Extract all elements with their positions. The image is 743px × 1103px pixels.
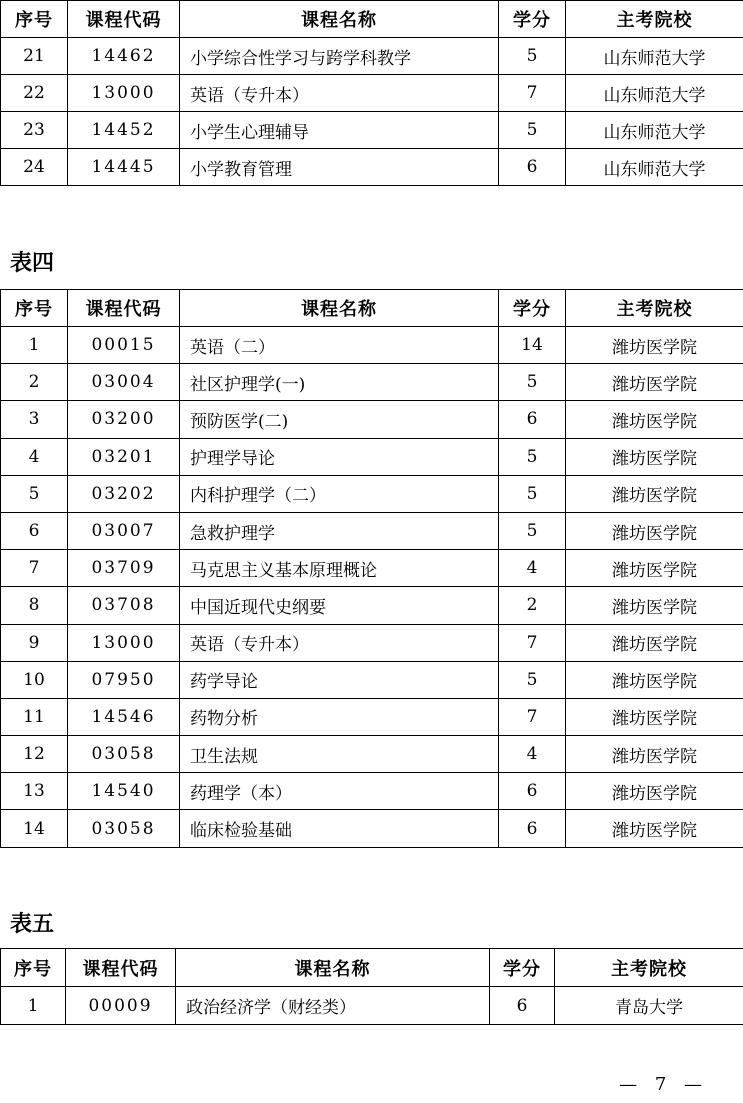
cell-code: 14452	[68, 112, 180, 149]
cell-credit: 6	[499, 810, 566, 847]
cell-code: 03200	[68, 401, 180, 438]
cell-credit: 5	[499, 512, 566, 549]
table-5-title: 表五	[10, 912, 55, 937]
cell-credit: 4	[499, 550, 566, 587]
cell-name: 药学导论	[180, 661, 499, 698]
table-row	[1, 512, 743, 549]
cell-school: 潍坊医学院	[566, 736, 743, 773]
cell-code: 13000	[68, 624, 180, 661]
cell-school: 潍坊医学院	[566, 698, 743, 735]
cell-code: 03007	[68, 512, 180, 549]
cell-name: 中国近现代史纲要	[180, 587, 499, 624]
cell-credit: 5	[499, 438, 566, 475]
cell-school: 潍坊医学院	[566, 401, 743, 438]
header-seq: 序号	[1, 290, 68, 327]
cell-seq: 22	[1, 75, 68, 112]
cell-credit: 7	[499, 75, 566, 112]
cell-code: 07950	[68, 661, 180, 698]
cell-name: 政治经济学（财经类）	[176, 987, 490, 1025]
table-4-title: 表四	[10, 251, 55, 276]
cell-school: 潍坊医学院	[566, 773, 743, 810]
table-header-row	[1, 1, 743, 38]
cell-seq: 1	[1, 987, 66, 1025]
table-3-continued	[0, 0, 743, 186]
cell-school: 青岛大学	[555, 987, 743, 1025]
table-row	[1, 698, 743, 735]
table-row	[1, 736, 743, 773]
cell-seq: 24	[1, 149, 68, 186]
page-number: — 7 —	[619, 1074, 708, 1095]
header-seq: 序号	[1, 1, 68, 38]
table-row	[1, 987, 743, 1025]
table-row	[1, 438, 743, 475]
cell-name: 英语（二）	[180, 327, 499, 364]
cell-seq: 13	[1, 773, 68, 810]
table-row	[1, 75, 743, 112]
cell-code: 14546	[68, 698, 180, 735]
cell-credit: 6	[499, 773, 566, 810]
cell-credit: 5	[499, 364, 566, 401]
table-4	[0, 289, 743, 848]
cell-school: 潍坊医学院	[566, 327, 743, 364]
cell-code: 00015	[68, 327, 180, 364]
cell-name: 预防医学(二)	[180, 401, 499, 438]
table-row	[1, 475, 743, 512]
cell-seq: 6	[1, 512, 68, 549]
cell-seq: 2	[1, 364, 68, 401]
table-row	[1, 364, 743, 401]
cell-name: 小学生心理辅导	[180, 112, 499, 149]
cell-credit: 6	[490, 987, 555, 1025]
table-row	[1, 661, 743, 698]
cell-seq: 21	[1, 38, 68, 75]
table-row	[1, 550, 743, 587]
header-credit: 学分	[499, 1, 566, 38]
cell-seq: 9	[1, 624, 68, 661]
cell-school: 潍坊医学院	[566, 438, 743, 475]
table-row	[1, 810, 743, 847]
cell-school: 山东师范大学	[566, 75, 743, 112]
cell-credit: 7	[499, 698, 566, 735]
cell-name: 小学教育管理	[180, 149, 499, 186]
cell-credit: 6	[499, 149, 566, 186]
table-row	[1, 112, 743, 149]
header-name: 课程名称	[180, 290, 499, 327]
header-name: 课程名称	[176, 949, 490, 987]
cell-credit: 7	[499, 624, 566, 661]
cell-name: 内科护理学（二）	[180, 475, 499, 512]
cell-code: 14462	[68, 38, 180, 75]
table-row	[1, 149, 743, 186]
cell-credit: 5	[499, 661, 566, 698]
cell-credit: 2	[499, 587, 566, 624]
cell-school: 潍坊医学院	[566, 512, 743, 549]
cell-seq: 10	[1, 661, 68, 698]
cell-school: 潍坊医学院	[566, 550, 743, 587]
cell-name: 临床检验基础	[180, 810, 499, 847]
cell-school: 潍坊医学院	[566, 661, 743, 698]
table-row	[1, 773, 743, 810]
cell-name: 药理学（本）	[180, 773, 499, 810]
header-code: 课程代码	[68, 290, 180, 327]
cell-seq: 12	[1, 736, 68, 773]
cell-code: 03708	[68, 587, 180, 624]
header-school: 主考院校	[555, 949, 743, 987]
cell-school: 潍坊医学院	[566, 810, 743, 847]
cell-seq: 1	[1, 327, 68, 364]
cell-code: 14540	[68, 773, 180, 810]
cell-code: 03058	[68, 810, 180, 847]
cell-seq: 3	[1, 401, 68, 438]
cell-credit: 14	[499, 327, 566, 364]
cell-name: 社区护理学(一)	[180, 364, 499, 401]
header-name: 课程名称	[180, 1, 499, 38]
cell-school: 潍坊医学院	[566, 364, 743, 401]
cell-name: 英语（专升本）	[180, 624, 499, 661]
cell-name: 小学综合性学习与跨学科教学	[180, 38, 499, 75]
table-header-row	[1, 290, 743, 327]
table-row	[1, 327, 743, 364]
cell-school: 潍坊医学院	[566, 475, 743, 512]
table-row	[1, 401, 743, 438]
table-row	[1, 38, 743, 75]
cell-name: 英语（专升本）	[180, 75, 499, 112]
cell-code: 03004	[68, 364, 180, 401]
header-credit: 学分	[490, 949, 555, 987]
cell-credit: 5	[499, 112, 566, 149]
table-row	[1, 624, 743, 661]
cell-school: 山东师范大学	[566, 112, 743, 149]
cell-name: 急救护理学	[180, 512, 499, 549]
cell-name: 马克思主义基本原理概论	[180, 550, 499, 587]
cell-school: 山东师范大学	[566, 149, 743, 186]
cell-seq: 11	[1, 698, 68, 735]
header-credit: 学分	[499, 290, 566, 327]
cell-school: 山东师范大学	[566, 38, 743, 75]
cell-seq: 23	[1, 112, 68, 149]
cell-credit: 5	[499, 38, 566, 75]
cell-name: 护理学导论	[180, 438, 499, 475]
header-seq: 序号	[1, 949, 66, 987]
table-5	[0, 948, 743, 1025]
cell-code: 03058	[68, 736, 180, 773]
cell-name: 药物分析	[180, 698, 499, 735]
cell-credit: 6	[499, 401, 566, 438]
cell-school: 潍坊医学院	[566, 587, 743, 624]
header-school: 主考院校	[566, 290, 743, 327]
cell-school: 潍坊医学院	[566, 624, 743, 661]
table-row	[1, 587, 743, 624]
header-school: 主考院校	[566, 1, 743, 38]
cell-seq: 5	[1, 475, 68, 512]
cell-code: 00009	[66, 987, 176, 1025]
table-header-row	[1, 949, 743, 987]
cell-code: 03201	[68, 438, 180, 475]
header-code: 课程代码	[66, 949, 176, 987]
cell-name: 卫生法规	[180, 736, 499, 773]
cell-code: 14445	[68, 149, 180, 186]
cell-code: 03202	[68, 475, 180, 512]
cell-credit: 5	[499, 475, 566, 512]
cell-seq: 8	[1, 587, 68, 624]
cell-seq: 7	[1, 550, 68, 587]
cell-credit: 4	[499, 736, 566, 773]
cell-seq: 14	[1, 810, 68, 847]
cell-code: 13000	[68, 75, 180, 112]
cell-seq: 4	[1, 438, 68, 475]
cell-code: 03709	[68, 550, 180, 587]
header-code: 课程代码	[68, 1, 180, 38]
